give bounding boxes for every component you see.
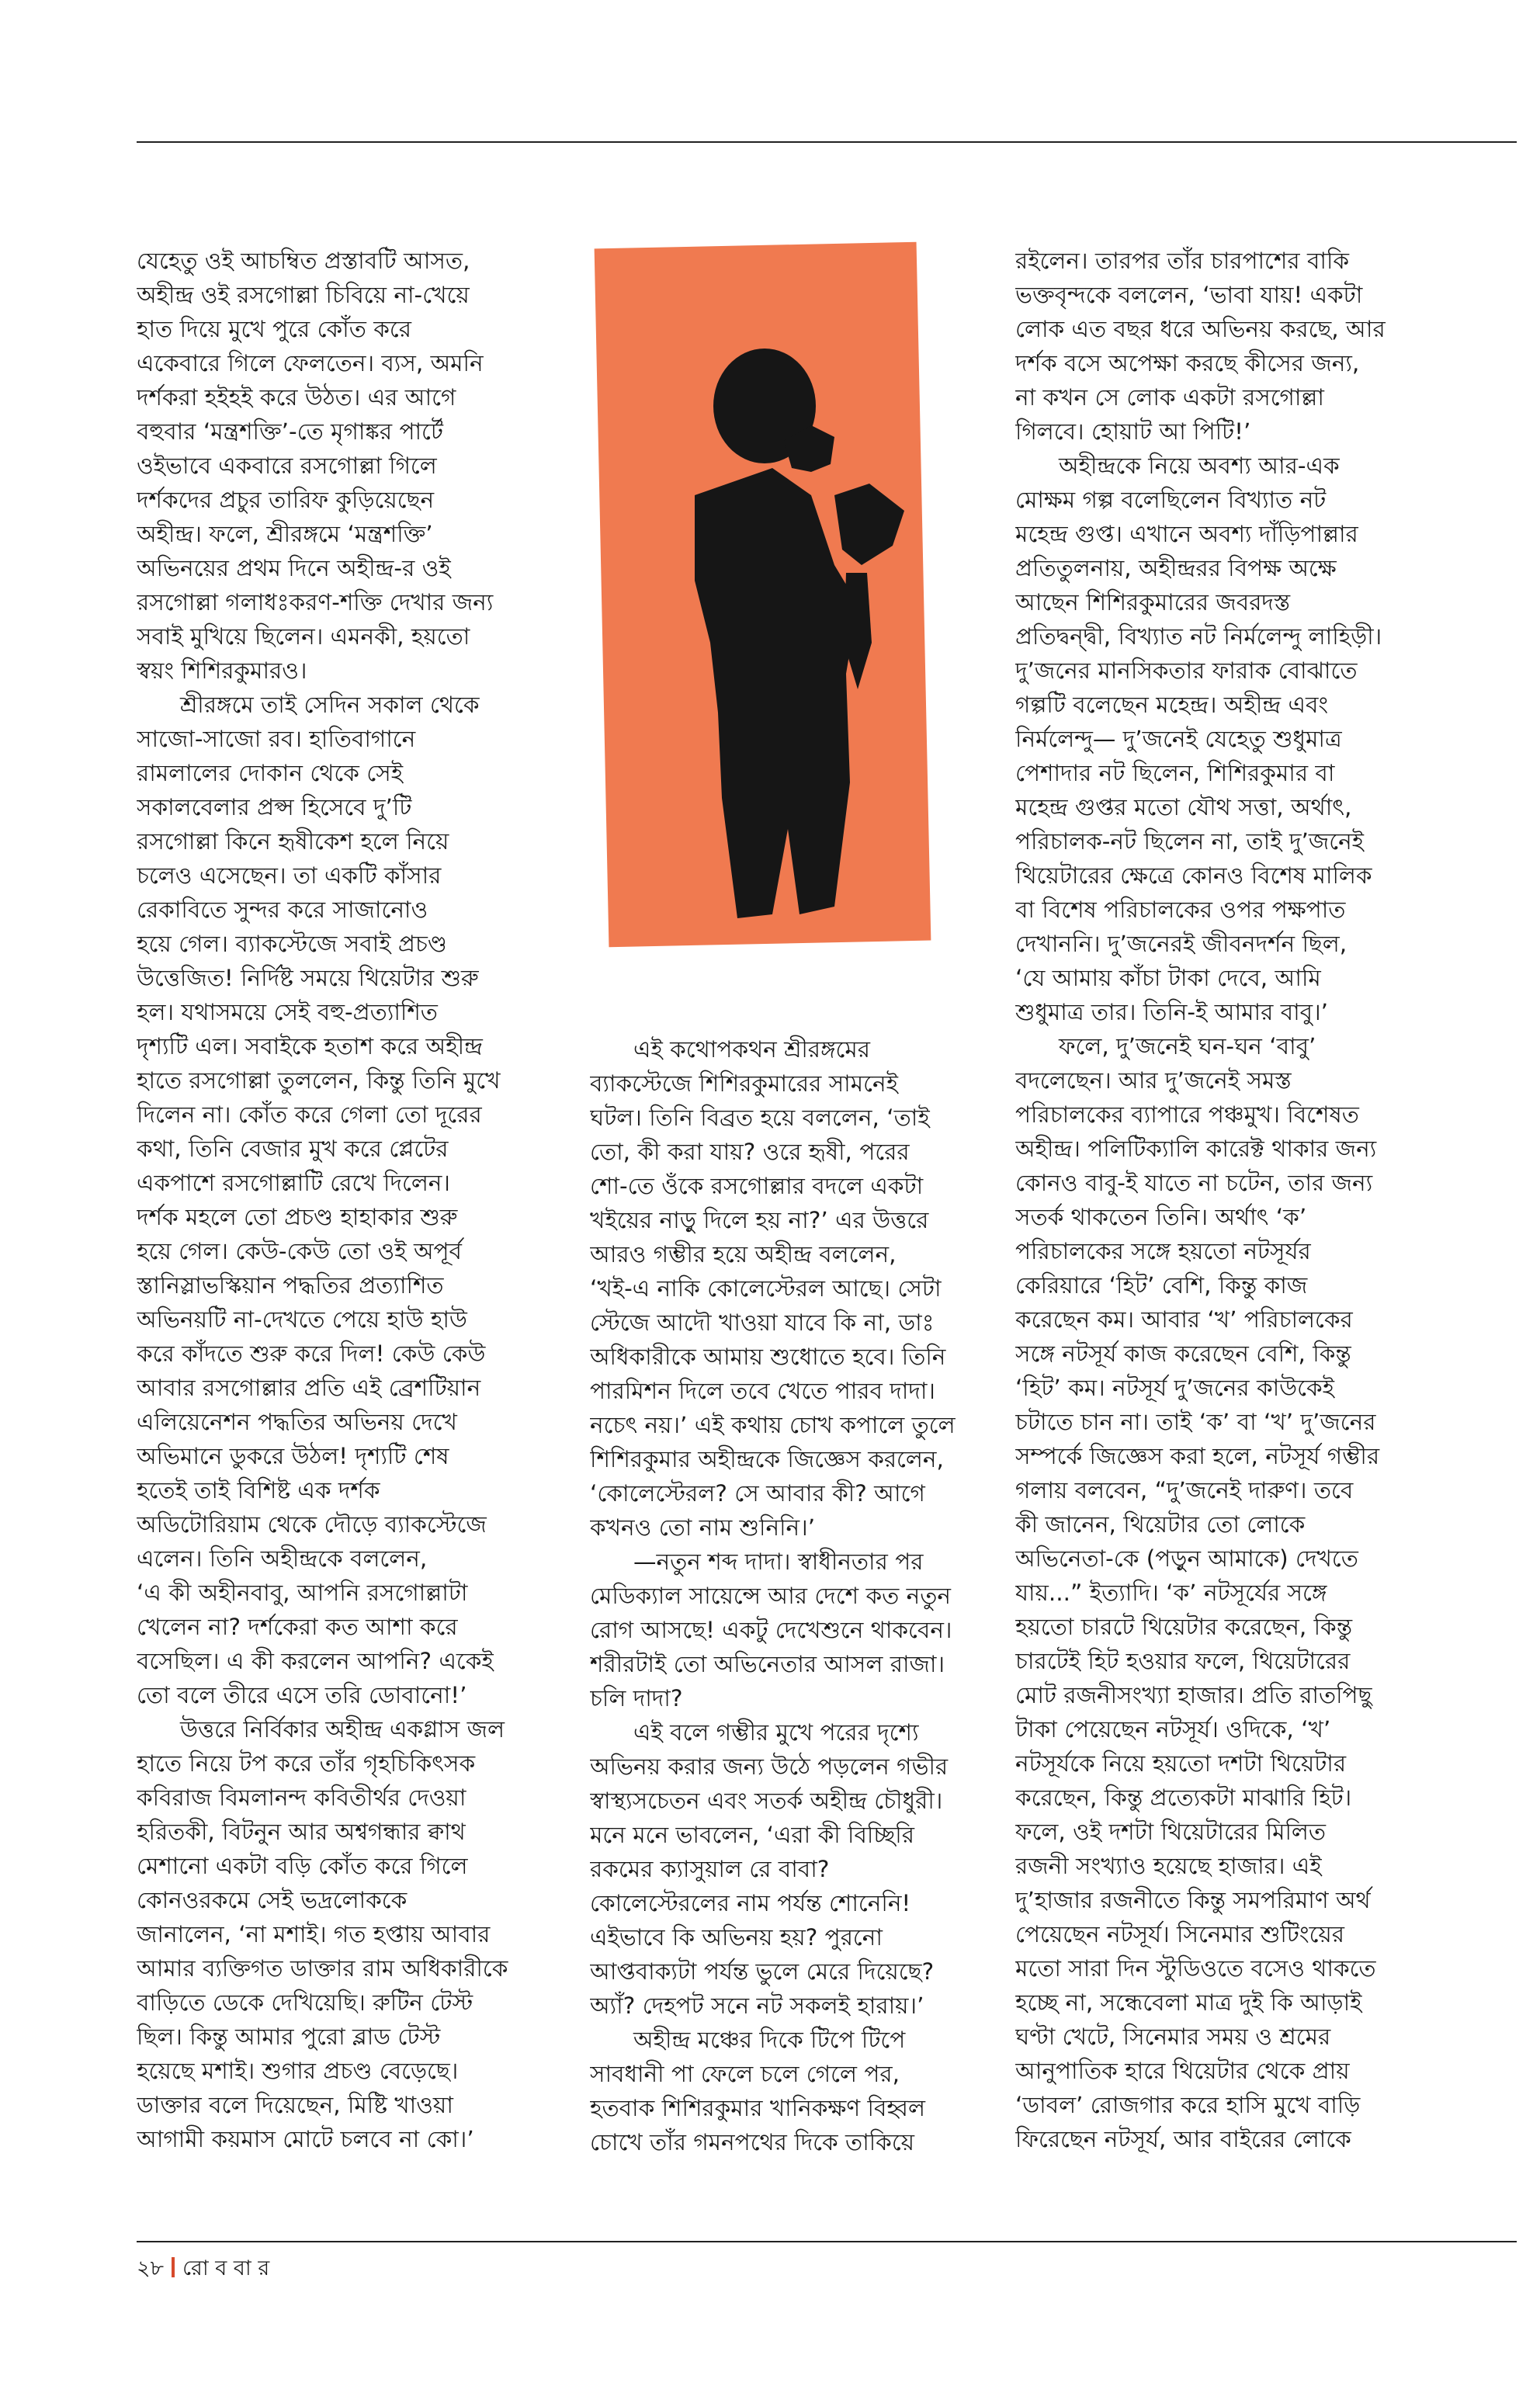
text-line: যায়...” ইত্যাদি। ‘ক’ নটসূর্যের সঙ্গে [1015,1580,1327,1606]
text-line: রসগোল্লা গলাধঃকরণ-শক্তি দেখার জন্য [137,589,494,616]
text-line: ব্যাকস্টেজে শিশিরকুমারের সামনেই [590,1070,898,1097]
text-line: কখনও তো নাম শুনিনি।’ [590,1514,816,1541]
text-line: রইলেন। তারপর তাঁর চারপাশের বাকি [1015,248,1350,274]
text-line: ‘হিট’ কম। নটসূর্য দু’জনের কাউকেই [1015,1375,1334,1401]
text-line: পেয়েছেন নটসূর্য। সিনেমার শুটিংয়ের [1015,1921,1345,1947]
text-line: সাজো-সাজো রব। হাতিবাগানে [137,726,416,752]
text-line: করে কাঁদতে শুরু করে দিল! কেউ কেউ [137,1340,486,1367]
text-line: কোনও বাবু-ই যাতে না চটেন, তার জন্য [1015,1170,1373,1196]
text-line: হরিতকী, বিটনুন আর অশ্বগন্ধার ক্বাথ [137,1819,466,1845]
text-line: অহীন্দ্র। পলিটিক্যালি কারেক্ট থাকার জন্য [1015,1136,1377,1162]
text-line: দর্শক বসে অপেক্ষা করছে কীসের জন্য, [1015,350,1360,376]
illustration [578,239,1001,1000]
article-column-2 [590,1032,1025,2159]
text-line: ফলে, ওই দশটা থিয়েটারের মিলিত [1015,1819,1327,1845]
text-line: গলায় বলবেন, “দু’জনেই দারুণ। তবে [1015,1477,1354,1503]
text-line: আরও গম্ভীর হয়ে অহীন্দ্র বললেন, [590,1241,897,1268]
text-line: ঘটল। তিনি বিব্রত হয়ে বললেন, ‘তাই [590,1105,930,1131]
text-line: দর্শকদের প্রচুর তারিফ কুড়িয়েছেন [137,487,435,513]
text-line: পরিচালকের ব্যাপারে পঞ্চমুখ। বিশেষত [1015,1101,1359,1128]
text-line: যেহেতু ওই আচম্বিত প্রস্তাবটি আসত, [137,248,470,274]
text-line: আছেন শিশিরকুমারের জবরদস্ত [1015,589,1291,616]
text-line: হল। যথাসময়ে সেই বহু-প্রত্যাশিত [137,999,438,1025]
text-line: সবাই মুখিয়ে ছিলেন। এমনকী, হয়তো [137,623,470,650]
page-footer [137,2256,269,2282]
text-line: মনে মনে ভাবলেন, ‘এরা কী বিচ্ছিরি [590,1822,914,1848]
text-line: ডাক্তার বলে দিয়েছেন, মিষ্টি খাওয়া [137,2092,453,2118]
text-line: দু’জনের মানসিকতার ফারাক বোঝাতে [1015,657,1358,684]
text-line: জানালেন, ‘না মশাই। গত হপ্তায় আবার [137,1921,491,1947]
text-line: মহেন্দ্র গুপ্তর মতো যৌথ সত্তা, অর্থাৎ, [1015,794,1352,820]
text-line: গিলবে। হোয়াট আ পিটি!’ [1015,418,1251,445]
text-line: পরিচালক-নট ছিলেন না, তাই দু’জনেই [1015,828,1365,855]
text-line: দর্শক মহলে তো প্রচণ্ড হাহাকার শুরু [137,1204,458,1230]
text-line: মোক্ষম গল্প বলেছিলেন বিখ্যাত নট [1015,487,1327,513]
text-line: টাকা পেয়েছেন নটসূর্য। ওদিকে, ‘খ’ [1015,1716,1331,1743]
text-line: সম্পর্কে জিজ্ঞেস করা হলে, নটসূর্য গম্ভীর [1015,1443,1380,1469]
text-line: কবিরাজ বিমলানন্দ কবিতীর্থর দেওয়া [137,1784,467,1811]
text-line: চোখে তাঁর গমনপথের দিকে তাকিয়ে [590,2129,915,2155]
text-line: ‘যে আমায় কাঁচা টাকা দেবে, আমি [1015,965,1321,991]
text-line: এই বলে গম্ভীর মুখে পরের দৃশ্যে [633,1719,919,1746]
text-line: বা বিশেষ পরিচালকের ওপর পক্ষপাত [1015,897,1346,923]
text-line: খইয়ের নাড়ু দিলে হয় না?’ এর উত্তরে [590,1207,929,1233]
text-line: অভিনেতা-কে (পড়ুন আমাকে) দেখতে [1015,1545,1358,1572]
text-line: সাবধানী পা ফেলে চলে গেলে পর, [590,2061,900,2087]
text-line: আপ্তবাক্যটা পর্যন্ত ভুলে মেরে দিয়েছে? [590,1958,935,1985]
text-line: হচ্ছে না, সন্ধেবেলা মাত্র দুই কি আড়াই [1015,1989,1362,2016]
text-line: একেবারে গিলে ফেলতেন। ব্যস, অমনি [137,350,484,376]
text-line: স্বাস্থ্যসচেতন এবং সতর্ক অহীন্দ্র চৌধুরী। [590,1788,943,1814]
text-line: কথা, তিনি বেজার মুখ করে প্লেটের [137,1136,449,1162]
text-line: রেকাবিতে সুন্দর করে সাজানোও [137,897,428,923]
text-line: ছিল। কিন্তু আমার পুরো ব্লাড টেস্ট [137,2024,441,2050]
text-line: হয়তো চারটে থিয়েটার করেছেন, কিন্তু [1015,1614,1353,1640]
text-line: ‘ডাবল’ রোজগার করে হাসি মুখে বাড়ি [1015,2092,1361,2118]
text-line: অহীন্দ্র ওই রসগোল্লা চিবিয়ে না-খেয়ে [137,282,470,308]
text-line: বসেছিল। এ কী করলেন আপনি? একেই [137,1648,494,1674]
text-line: আনুপাতিক হারে থিয়েটার থেকে প্রায় [1015,2058,1350,2084]
text-line: শো-তে ওঁকে রসগোল্লার বদলে একটা [590,1173,924,1199]
text-line: চারটেই হিট হওয়ার ফলে, থিয়েটারের [1015,1648,1351,1674]
text-line: শরীরটাই তো অভিনেতার আসল রাজা। [590,1651,945,1677]
text-line: তো, কী করা যায়? ওরে হৃষী, পরের [590,1139,910,1165]
text-line: কোনওরকমে সেই ভদ্রলোককে [137,1887,408,1913]
text-line: দৃশ্যটি এল। সবাইকে হতাশ করে অহীন্দ্র [137,1033,483,1060]
text-line: ভক্তবৃন্দকে বললেন, ‘ভাবা যায়! একটা [1015,282,1363,308]
bottom-rule [137,2241,1517,2242]
text-line: অডিটোরিয়াম থেকে দৌড়ে ব্যাকস্টেজে [137,1511,487,1538]
text-line: সতর্ক থাকতেন তিনি। অর্থাৎ ‘ক’ [1015,1204,1307,1230]
text-line: মেডিক্যাল সায়েন্সে আর দেশে কত নতুন [590,1583,951,1609]
text-line: এলেন। তিনি অহীন্দ্রকে বললেন, [137,1545,428,1572]
text-line: করেছেন কম। আবার ‘খ’ পরিচালকের [1015,1306,1353,1333]
text-line: কেরিয়ারে ‘হিট’ বেশি, কিন্তু কাজ [1015,1272,1308,1299]
text-line: অধিকারীকে আমায় শুধোতে হবে। তিনি [590,1344,946,1370]
text-line: অভিনয়ের প্রথম দিনে অহীন্দ্র-র ওই [137,555,451,581]
text-line: হতবাক শিশিরকুমার খানিকক্ষণ বিহ্বল [590,2095,925,2121]
text-line: কী জানেন, থিয়েটার তো লোকে [1015,1511,1306,1538]
text-line: করেছেন, কিন্তু প্রত্যেকটা মাঝারি হিট। [1015,1784,1352,1811]
text-line: চটাতে চান না। তাই ‘ক’ বা ‘খ’ দু’জনের [1015,1409,1376,1435]
text-line: অ্যাঁ? দেহপট সনে নট সকলই হারায়।’ [590,1992,924,2019]
text-line: উত্তরে নির্বিকার অহীন্দ্র একগ্লাস জল [180,1716,505,1743]
text-line: একপাশে রসগোল্লাটি রেখে দিলেন। [137,1170,450,1196]
text-line: দু’হাজার রজনীতে কিন্তু সমপরিমাণ অর্থ [1015,1887,1371,1913]
text-line: চলেও এসেছেন। তা একটি কাঁসার [137,862,442,889]
text-line: উত্তেজিত! নির্দিষ্ট সময়ে থিয়েটার শুরু [137,965,479,991]
text-line: মহেন্দ্র গুপ্ত। এখানে অবশ্য দাঁড়িপাল্লার [1015,521,1358,547]
text-line: বহুবার ‘মন্ত্রশক্তি’-তে মৃগাঙ্কর পার্টে [137,418,443,445]
text-line: রামলালের দোকান থেকে সেই [137,760,404,786]
text-line: অভিনয় করার জন্য উঠে পড়লেন গভীর [590,1753,949,1780]
text-line: গল্পটি বলেছেন মহেন্দ্র। অহীন্দ্র এবং [1015,692,1329,718]
text-line: ‘কোলেস্টেরল? সে আবার কী? আগে [590,1480,925,1507]
text-line: দেখাননি। দু’জনেরই জীবনদর্শন ছিল, [1015,931,1348,957]
text-line: শ্রীরঙ্গমে তাই সেদিন সকাল থেকে [180,692,480,718]
top-rule [137,141,1517,143]
text-line: স্বয়ং শিশিরকুমারও। [137,657,307,684]
text-line: অহীন্দ্র। ফলে, শ্রীরঙ্গমে ‘মন্ত্রশক্তি’ [137,521,433,547]
text-line: সকালবেলার প্রপ্স হিসেবে দু’টি [137,794,412,820]
text-line: —নতুন শব্দ দাদা। স্বাধীনতার পর [633,1549,924,1575]
text-line: পেশাদার নট ছিলেন, শিশিরকুমার বা [1015,760,1335,786]
text-line: মেশানো একটা বড়ি কোঁত করে গিলে [137,1853,468,1879]
text-line: ফলে, দু’জনেই ঘন-ঘন ‘বাবু’ [1059,1033,1316,1060]
text-line: অহীন্দ্র মঞ্চের দিকে টিপে টিপে [633,2027,906,2053]
text-line: অভিমানে ডুকরে উঠল! দৃশ্যটি শেষ [137,1443,449,1469]
text-line: হাতে নিয়ে টপ করে তাঁর গৃহচিকিৎসক [137,1750,476,1777]
text-line: ওইভাবে একবারে রসগোল্লা গিলে [137,453,437,479]
text-line: পারমিশন দিলে তবে খেতে পারব দাদা। [590,1378,935,1404]
text-line: হয়েছে মশাই। শুগার প্রচণ্ড বেড়েছে। [137,2058,459,2084]
text-line: রজনী সংখ্যাও হয়েছে হাজার। এই [1015,1853,1322,1879]
text-line: হতেই তাই বিশিষ্ট এক দর্শক [137,1477,380,1503]
article-column-3 [1015,244,1450,2156]
text-line: হাতে রসগোল্লা তুললেন, কিন্তু তিনি মুখে [137,1067,501,1094]
text-line: প্রতিদ্বন্দ্বী, বিখ্যাত নট নির্মলেন্দু লাহিড়ী। [1015,623,1382,650]
text-line: স্টেজে আদৌ খাওয়া যাবে কি না, ডাঃ [590,1309,935,1336]
text-line: হাত দিয়ে মুখে পুরে কোঁত করে [137,316,411,342]
article-column-1 [137,244,571,2156]
text-line: ‘খই-এ নাকি কোলেস্টেরল আছে। সেটা [590,1275,942,1302]
page-number: ২৮ [137,2256,165,2280]
text-line: আমার ব্যক্তিগত ডাক্তার রাম অধিকারীকে [137,1955,508,1982]
text-line: শুধুমাত্র তার। তিনি-ই আমার বাবু।’ [1015,999,1329,1025]
text-line: আবার রসগোল্লার প্রতি এই ব্রেশটিয়ান [137,1375,481,1401]
text-line: দিলেন না। কোঁত করে গেলা তো দূরের [137,1101,482,1128]
text-line: এলিয়েনেশন পদ্ধতির অভিনয় দেখে [137,1409,457,1435]
text-line: প্রতিতুলনায়, অহীন্দ্ররর বিপক্ষ অক্ষে [1015,555,1337,581]
text-line: রসগোল্লা কিনে হৃষীকেশ হলে নিয়ে [137,828,449,855]
text-line: অহীন্দ্রকে নিয়ে অবশ্য আর-এক [1059,453,1340,479]
text-line: ফিরেছেন নটসূর্য, আর বাইরের লোকে [1015,2126,1351,2152]
text-line: থিয়েটারের ক্ষেত্রে কোনও বিশেষ মালিক [1015,862,1372,889]
text-line: এইভাবে কি অভিনয় হয়? পুরনো [590,1924,883,1951]
text-line: লোক এত বছর ধরে অভিনয় করছে, আর [1015,316,1386,342]
text-line: সঙ্গে নটসূর্য কাজ করেছেন বেশি, কিন্তু [1015,1340,1351,1367]
text-line: খেলেন না? দর্শকেরা কত আশা করে [137,1614,458,1640]
text-line: ঘণ্টা খেটে, সিনেমার সময় ও শ্রমের [1015,2024,1331,2050]
text-line: অভিনয়টি না-দেখতে পেয়ে হাউ হাউ [137,1306,467,1333]
text-line: আগামী কয়মাস মোটে চলবে না কো।’ [137,2126,474,2152]
magazine-name: রো ব বা র [182,2256,270,2280]
text-line: বদলেছেন। আর দু’জনেই সমস্ত [1015,1067,1292,1094]
text-line: হয়ে গেল। ব্যাকস্টেজে সবাই প্রচণ্ড [137,931,447,957]
footer-divider [172,2257,175,2277]
text-line: চলি দাদা? [590,1685,683,1712]
text-line: এই কথোপকথন শ্রীরঙ্গমের [633,1036,871,1063]
text-line: শিশিরকুমার অহীন্দ্রকে জিজ্ঞেস করলেন, [590,1446,944,1472]
text-line: রকমের ক্যাসুয়াল রে বাবা? [590,1856,830,1882]
text-line: নটসূর্যকে নিয়ে হয়তো দশটা থিয়েটার [1015,1750,1347,1777]
text-line: রোগ আসছে! একটু দেখেশুনে থাকবেন। [590,1617,952,1643]
text-line: দর্শকরা হইহই করে উঠত। এর আগে [137,384,456,411]
text-line: পরিচালকের সঙ্গে হয়তো নটসূর্যর [1015,1238,1311,1264]
text-line: ‘এ কী অহীনবাবু, আপনি রসগোল্লাটা [137,1580,468,1606]
text-line: বাড়িতে ডেকে দেখিয়েছি। রুটিন টেস্ট [137,1989,473,2016]
text-line: কোলেস্টেরলের নাম পর্যন্ত শোনেনি! [590,1890,911,1916]
text-line: মতো সারা দিন স্টুডিওতে বসেও থাকতে [1015,1955,1376,1982]
text-line: মোট রজনীসংখ্যা হাজার। প্রতি রাতপিছু [1015,1682,1372,1708]
text-line: হয়ে গেল। কেউ-কেউ তো ওই অপূর্ব [137,1238,462,1264]
text-line: না কখন সে লোক একটা রসগোল্লা [1015,384,1324,411]
text-line: নির্মলেন্দু— দু’জনেই যেহেতু শুধুমাত্র [1015,726,1342,752]
text-line: তো বলে তীরে এসে তরি ডোবানো!’ [137,1682,467,1708]
text-line: স্তানিস্লাভস্কিয়ান পদ্ধতির প্রত্যাশিত [137,1272,444,1299]
text-line: নচেৎ নয়।’ এই কথায় চোখ কপালে তুলে [590,1412,956,1438]
